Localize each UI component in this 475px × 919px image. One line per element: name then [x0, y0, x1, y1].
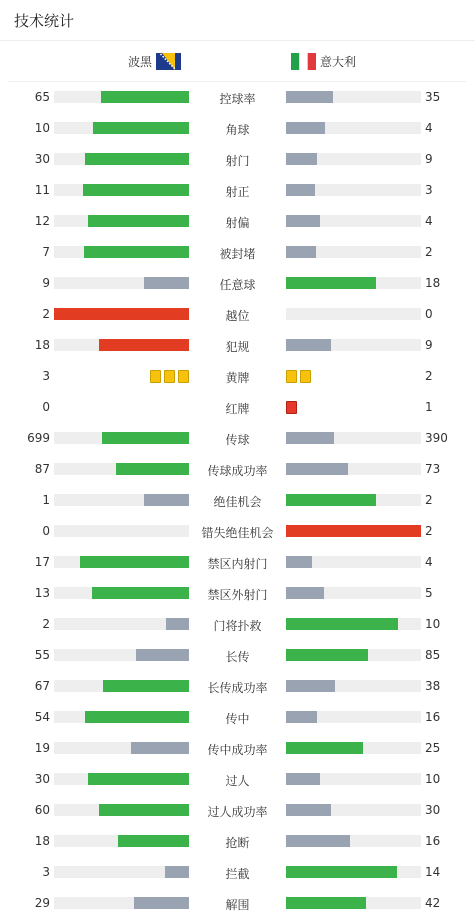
stat-label: 传中 [225, 712, 250, 726]
home-bar-track [54, 308, 189, 320]
away-value: 18 [425, 276, 441, 290]
stat-label: 拦截 [225, 867, 250, 881]
bosnia-flag-icon [156, 53, 181, 70]
away-value: 3 [425, 183, 433, 197]
home-value: 18 [34, 834, 50, 848]
stat-label: 传中成功率 [207, 743, 268, 757]
home-bar [85, 153, 189, 165]
stat-row [0, 423, 475, 454]
stat-label: 任意球 [219, 278, 256, 292]
home-value: 30 [34, 152, 50, 166]
home-bar [85, 711, 189, 723]
stat-row [0, 857, 475, 888]
home-bar [134, 897, 189, 909]
away-bar-track [286, 866, 421, 878]
home-value: 699 [27, 431, 50, 445]
home-bar-track [54, 432, 189, 444]
home-bar [166, 618, 189, 630]
away-bar [286, 618, 398, 630]
away-value: 4 [425, 555, 433, 569]
home-value: 2 [42, 307, 50, 321]
away-value: 38 [425, 679, 441, 693]
stat-label: 抢断 [225, 836, 250, 850]
yellow-card-icon [150, 370, 161, 383]
away-bar [286, 556, 312, 568]
home-bar-track [54, 711, 189, 723]
stat-label: 越位 [225, 309, 250, 323]
stat-row [0, 454, 475, 485]
stat-label: 传球成功率 [207, 464, 268, 478]
home-value: 87 [34, 462, 50, 476]
home-bar [92, 587, 189, 599]
away-bar-track [286, 618, 421, 630]
away-bar-track [286, 804, 421, 816]
home-bar [102, 432, 189, 444]
away-value: 390 [425, 431, 448, 445]
home-bar [144, 494, 189, 506]
home-bar [101, 91, 189, 103]
home-value: 12 [34, 214, 50, 228]
stat-label: 过人 [225, 774, 250, 788]
home-bar [88, 773, 189, 785]
home-bar-track [54, 525, 189, 537]
home-bar-track [54, 587, 189, 599]
away-cards [286, 370, 311, 383]
home-value: 19 [34, 741, 50, 755]
home-bar [99, 339, 189, 351]
home-value: 7 [42, 245, 50, 259]
home-bar [54, 308, 189, 320]
stat-label: 长传 [225, 650, 250, 664]
home-value: 30 [34, 772, 50, 786]
stat-label: 射偏 [225, 216, 250, 230]
page-title: 技术统计 [14, 12, 75, 30]
home-bar-track [54, 246, 189, 258]
away-bar-track [286, 525, 421, 537]
home-value: 29 [34, 896, 50, 910]
stat-row [0, 268, 475, 299]
home-value: 17 [34, 555, 50, 569]
away-bar-track [286, 742, 421, 754]
away-bar-track [286, 897, 421, 909]
home-value: 0 [42, 400, 50, 414]
home-bar-track [54, 494, 189, 506]
home-value: 3 [42, 865, 50, 879]
home-bar-track [54, 91, 189, 103]
away-bar-track [286, 494, 421, 506]
away-bar [286, 339, 331, 351]
stat-row [0, 144, 475, 175]
stat-row [0, 609, 475, 640]
away-bar-track [286, 215, 421, 227]
stat-row [0, 113, 475, 144]
home-bar [83, 184, 189, 196]
stat-row [0, 330, 475, 361]
stat-label: 禁区外射门 [207, 588, 268, 602]
home-bar [88, 215, 189, 227]
stat-label: 红牌 [225, 402, 250, 416]
away-value: 30 [425, 803, 441, 817]
stat-row [0, 516, 475, 547]
home-bar-track [54, 122, 189, 134]
away-bar [286, 742, 363, 754]
away-bar [286, 277, 376, 289]
home-value: 13 [34, 586, 50, 600]
away-team [291, 53, 356, 69]
stat-row [0, 361, 475, 392]
stat-label: 控球率 [219, 92, 256, 106]
home-value: 11 [34, 183, 50, 197]
home-team-name: 波黑 [127, 54, 152, 69]
stat-row [0, 299, 475, 330]
away-value: 1 [425, 400, 433, 414]
away-bar [286, 215, 320, 227]
home-value: 3 [42, 369, 50, 383]
home-bar [116, 463, 189, 475]
home-bar-track [54, 277, 189, 289]
home-bar-track [54, 556, 189, 568]
stat-row [0, 547, 475, 578]
home-value: 18 [34, 338, 50, 352]
away-bar [286, 246, 316, 258]
home-bar [118, 835, 189, 847]
away-value: 2 [425, 524, 433, 538]
away-bar [286, 122, 325, 134]
stat-row [0, 702, 475, 733]
home-cards [150, 370, 189, 383]
away-bar-track [286, 556, 421, 568]
home-team [128, 53, 181, 69]
stat-label: 错失绝佳机会 [201, 526, 274, 540]
stats-header [0, 0, 475, 41]
stat-row [0, 82, 475, 113]
away-bar [286, 184, 315, 196]
stat-row [0, 671, 475, 702]
stat-row [0, 392, 475, 423]
home-bar [165, 866, 189, 878]
away-value: 2 [425, 245, 433, 259]
away-bar [286, 587, 324, 599]
away-bar-track [286, 835, 421, 847]
home-bar [136, 649, 189, 661]
red-card-icon [286, 401, 297, 414]
stat-label: 射门 [225, 154, 250, 168]
home-bar-track [54, 184, 189, 196]
away-value: 2 [425, 369, 433, 383]
home-bar-track [54, 773, 189, 785]
away-bar [286, 494, 376, 506]
away-value: 9 [425, 152, 433, 166]
home-bar-track [54, 649, 189, 661]
stat-row [0, 485, 475, 516]
yellow-card-icon [286, 370, 297, 383]
stat-label: 解围 [225, 898, 250, 912]
away-cards [286, 401, 297, 414]
away-bar-track [286, 91, 421, 103]
away-bar [286, 153, 317, 165]
away-value: 4 [425, 121, 433, 135]
away-bar [286, 897, 366, 909]
home-bar-track [54, 618, 189, 630]
away-bar [286, 804, 331, 816]
home-bar-track [54, 866, 189, 878]
home-bar [93, 122, 189, 134]
home-value: 65 [34, 90, 50, 104]
stat-row [0, 795, 475, 826]
stat-row [0, 206, 475, 237]
home-bar-track [54, 215, 189, 227]
home-bar [84, 246, 189, 258]
away-bar [286, 866, 397, 878]
home-bar-track [54, 153, 189, 165]
home-value: 0 [42, 524, 50, 538]
home-value: 54 [34, 710, 50, 724]
home-value: 1 [42, 493, 50, 507]
italy-flag-icon [291, 53, 316, 70]
away-bar-track [286, 711, 421, 723]
away-bar [286, 91, 333, 103]
stat-label: 黄牌 [225, 371, 250, 385]
away-value: 2 [425, 493, 433, 507]
home-value: 55 [34, 648, 50, 662]
away-bar-track [286, 680, 421, 692]
home-bar-track [54, 897, 189, 909]
away-bar-track [286, 308, 421, 320]
home-value: 10 [34, 121, 50, 135]
home-bar [99, 804, 189, 816]
home-bar-track [54, 463, 189, 475]
away-bar-track [286, 246, 421, 258]
stat-row [0, 826, 475, 857]
home-bar-track [54, 804, 189, 816]
away-team-name: 意大利 [320, 54, 357, 69]
away-bar [286, 463, 348, 475]
stat-row [0, 733, 475, 764]
stat-label: 被封堵 [219, 247, 256, 261]
away-bar [286, 680, 335, 692]
away-value: 9 [425, 338, 433, 352]
away-value: 4 [425, 214, 433, 228]
away-value: 5 [425, 586, 433, 600]
away-bar-track [286, 153, 421, 165]
away-bar-track [286, 432, 421, 444]
stat-label: 射正 [225, 185, 250, 199]
home-bar [103, 680, 189, 692]
away-value: 73 [425, 462, 441, 476]
away-value: 10 [425, 772, 441, 786]
away-value: 14 [425, 865, 441, 879]
stat-label: 犯规 [225, 340, 250, 354]
away-bar-track [286, 184, 421, 196]
stat-label: 传球 [225, 433, 250, 447]
stats-list [0, 82, 475, 919]
home-bar [131, 742, 189, 754]
yellow-card-icon [178, 370, 189, 383]
away-bar [286, 773, 320, 785]
away-value: 0 [425, 307, 433, 321]
away-bar [286, 649, 368, 661]
away-bar-track [286, 339, 421, 351]
stat-row [0, 237, 475, 268]
away-bar-track [286, 463, 421, 475]
away-value: 16 [425, 834, 441, 848]
home-bar [80, 556, 189, 568]
away-bar-track [286, 122, 421, 134]
stat-row [0, 764, 475, 795]
stat-row [0, 640, 475, 671]
stat-label: 长传成功率 [207, 681, 268, 695]
stat-label: 门将扑救 [213, 619, 262, 633]
teams-bar [8, 41, 466, 82]
home-bar-track [54, 339, 189, 351]
away-bar [286, 711, 317, 723]
away-value: 35 [425, 90, 441, 104]
stat-row [0, 175, 475, 206]
away-bar [286, 835, 350, 847]
yellow-card-icon [164, 370, 175, 383]
home-value: 67 [34, 679, 50, 693]
home-value: 2 [42, 617, 50, 631]
stat-label: 禁区内射门 [207, 557, 268, 571]
stat-label: 角球 [225, 123, 250, 137]
away-value: 16 [425, 710, 441, 724]
home-bar-track [54, 835, 189, 847]
home-bar-track [54, 680, 189, 692]
away-bar-track [286, 587, 421, 599]
home-value: 60 [34, 803, 50, 817]
stat-label: 过人成功率 [207, 805, 268, 819]
away-bar-track [286, 277, 421, 289]
away-value: 10 [425, 617, 441, 631]
away-bar-track [286, 649, 421, 661]
away-bar [286, 525, 421, 537]
stat-row [0, 888, 475, 919]
away-bar-track [286, 773, 421, 785]
away-value: 85 [425, 648, 441, 662]
away-value: 25 [425, 741, 441, 755]
home-bar [144, 277, 189, 289]
home-value: 9 [42, 276, 50, 290]
stat-row [0, 578, 475, 609]
away-value: 42 [425, 896, 441, 910]
away-bar [286, 432, 334, 444]
yellow-card-icon [300, 370, 311, 383]
stat-label: 绝佳机会 [213, 495, 262, 509]
home-bar-track [54, 742, 189, 754]
